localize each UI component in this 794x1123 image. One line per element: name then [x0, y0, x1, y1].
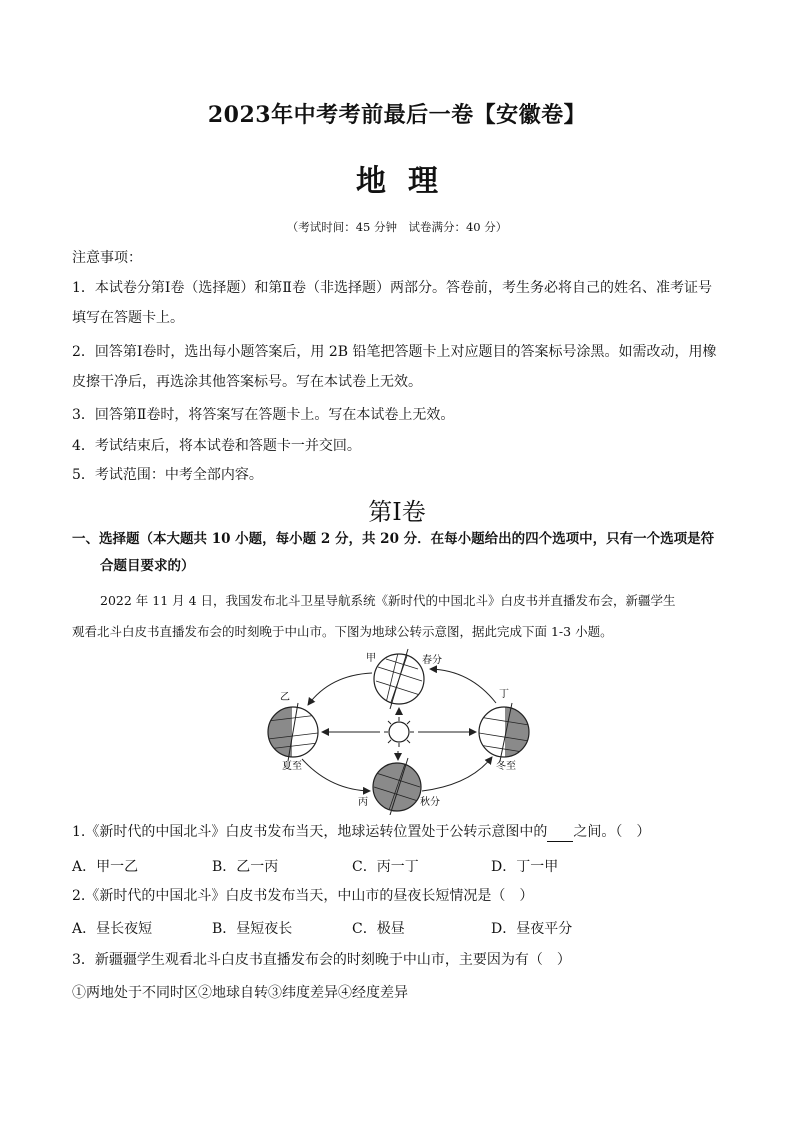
label-spring-equinox: 春分: [422, 655, 442, 666]
label-ding: 丁: [499, 689, 509, 700]
note-line-4: 皮擦干净后，再选涂其他答案标号。写在本试卷上无效。: [72, 374, 422, 390]
label-jia: 甲: [366, 653, 376, 664]
note-line-5: 3．回答第Ⅱ卷时，将答案写在答题卡上。写在本试卷上无效。: [72, 407, 455, 423]
question-2-stem: 2.《新时代的中国北斗》白皮书发布当天，中山市的昼夜长短情况是（ ）: [72, 888, 534, 904]
label-yi: 乙: [280, 692, 290, 703]
label-summer-solstice: 夏至: [282, 761, 302, 772]
notes-heading: 注意事项：: [72, 250, 142, 266]
q1-option-b: B．乙一丙: [212, 859, 279, 875]
q1-option-c: C．丙一丁: [352, 859, 419, 875]
question-type-line-1: 一、选择题（本大题共 10 小题，每小题 2 分，共 20 分．在每小题给出的四个选项中，只有一个选项是符: [72, 531, 715, 547]
q2-option-d: D．昼夜平分: [491, 921, 573, 937]
question-3-stem: 3．新疆疆学生观看北斗白皮书直播发布会的时刻晚于中山市，主要因为有（ ）: [72, 952, 571, 968]
question-3-choices: ①两地处于不同时区②地球自转③纬度差异④经度差异: [72, 985, 408, 1001]
earth-revolution-diagram: [250, 645, 550, 815]
orbit-arc-bing-ding: [422, 757, 492, 791]
orbit-arc-ding-jia: [430, 669, 496, 703]
passage-line-2: 观看北斗白皮书直播发布会的时刻晚于中山市。下图为地球公转示意图，据此完成下面 1-3 小题。: [72, 624, 613, 639]
earth-jia: [374, 649, 424, 709]
earth-ding: [479, 703, 529, 761]
label-autumn-equinox: 秋分: [420, 797, 440, 808]
q1-option-d: D．丁一甲: [491, 859, 559, 875]
sun-icon: [384, 717, 414, 747]
note-line-3: 2．回答第Ⅰ卷时，选出每小题答案后，用 2B 铅笔把答题卡上对应题目的答案标号涂黑。如需改动，用橡: [72, 344, 717, 360]
q2-option-c: C．极昼: [352, 921, 405, 937]
answer-blank: [547, 827, 573, 842]
passage-line-1: 2022 年 11 月 4 日，我国发布北斗卫星导航系统《新时代的中国北斗》白皮书并直播发布会，新疆学生: [100, 593, 676, 608]
label-winter-solstice: 冬至: [496, 761, 516, 772]
orbit-arc-yi-bing: [302, 759, 370, 791]
exam-info: （考试时间：45 分钟 试卷满分：40 分）: [286, 220, 508, 234]
note-line-6: 4．考试结束后，将本试卷和答题卡一并交回。: [72, 438, 361, 454]
question-1-stem: 1.《新时代的中国北斗》白皮书发布当天，地球运转位置处于公转示意图中的 之间。（ ）: [72, 824, 651, 840]
note-line-7: 5．考试范围：中考全部内容。: [72, 467, 263, 483]
note-line-1: 1．本试卷分第Ⅰ卷（选择题）和第Ⅱ卷（非选择题）两部分。答卷前，考生务必将自己的姓名、准考证号: [72, 280, 712, 296]
exam-title: 2023年中考考前最后一卷【安徽卷】: [207, 102, 587, 128]
earth-yi: [268, 703, 318, 761]
note-line-2: 填写在答题卡上。: [72, 310, 184, 326]
q2-option-b: B．昼短夜长: [212, 921, 293, 937]
question-type-line-2: 合题目要求的）: [100, 558, 195, 574]
subject-title: 地理: [356, 164, 460, 199]
earth-bing: [373, 758, 421, 815]
q1-option-a: A．甲一乙: [72, 859, 139, 875]
q2-option-a: A．昼长夜短: [72, 921, 153, 937]
orbit-arc-jia-yi: [308, 673, 372, 705]
label-bing: 丙: [358, 797, 368, 808]
section-heading: 第Ⅰ卷: [368, 498, 426, 526]
